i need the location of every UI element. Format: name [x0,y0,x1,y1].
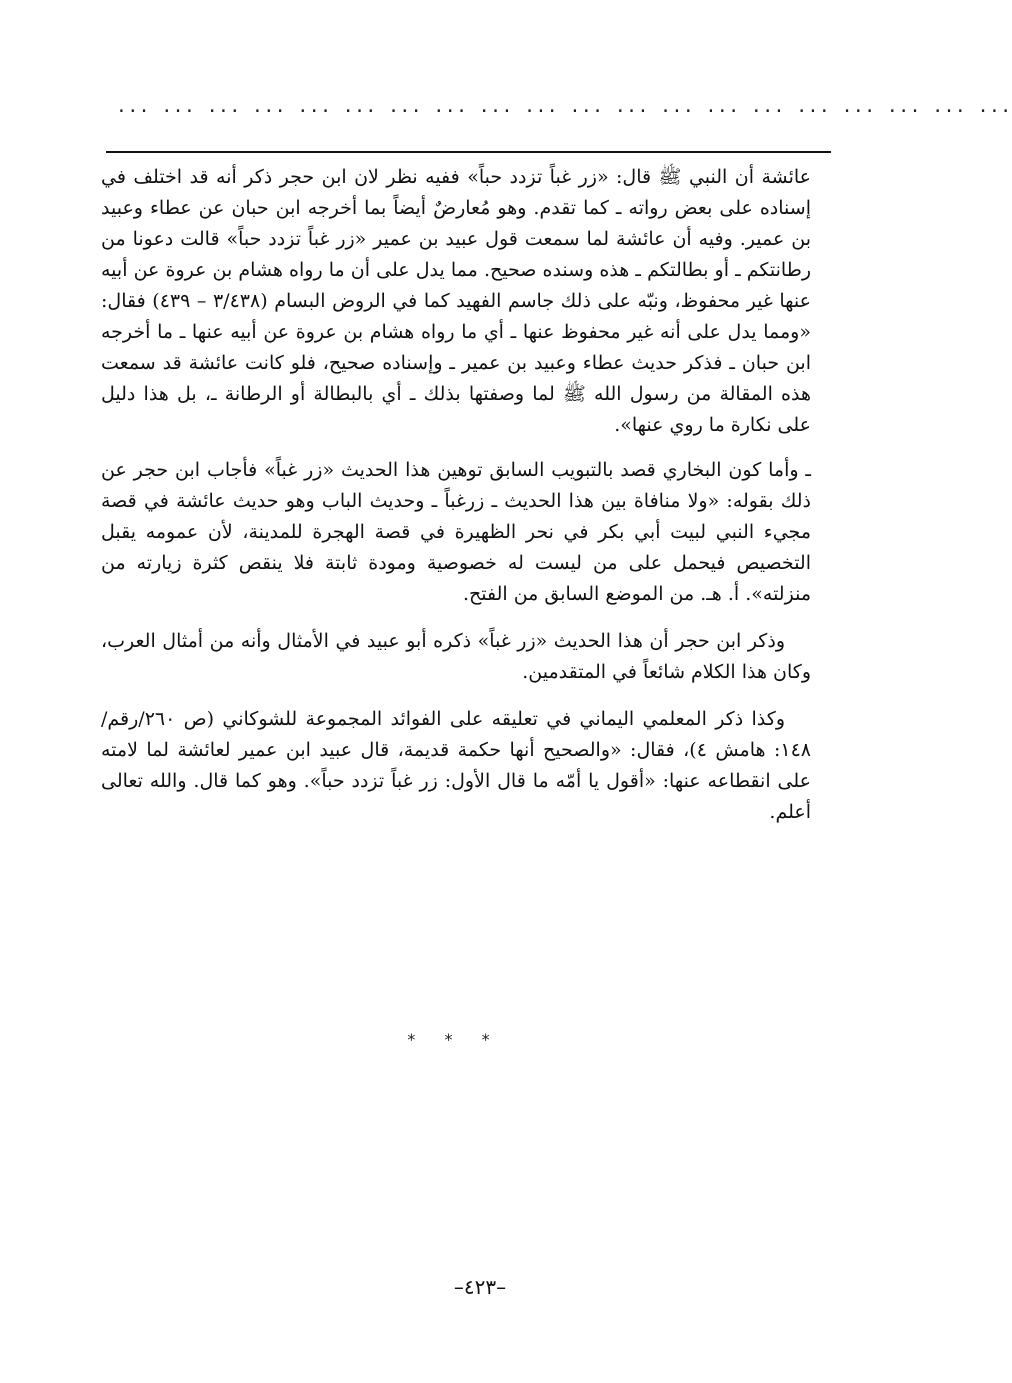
header-rule [106,151,831,153]
paragraph-2: ـ وأما كون البخاري قصد بالتبويب السابق توهين هذا الحديث «زر غباً» فأجاب ابن حجر عن ذلك بقوله: «ولا منافاة بين هذا الحديث ـ زرغباً ـ وحديث الباب وهو حديث عائشة في قصة مجيء النبي لبيت أبي بكر في نحر الظهيرة في قصة الهجرة للمدينة، لأن عمومه يقبل التخصيص فيحمل على من ليست له خصوصية ومودة ثابتة فلا ينقص كثرة زيارته من منزلته». أ. هـ. من الموضع السابق من الفتح. [101,459,811,605]
paragraph-4: وكذا ذكر المعلمي اليماني في تعليقه على الفوائد المجموعة للشوكاني (ص ٢٦٠/رقم/١٤٨: هامش ٤)، فقال: «والصحيح أنها حكمة قديمة، قال عبيد ابن عمير لعائشة لما لامته على انقطاعه عنها: «أقول يا أمّه ما قال الأول: زر غباً تزدد حباً». وهو كما قال. والله تعالى أعلم. [101,708,811,823]
page-number: –٤٢٣– [453,1275,507,1299]
header-dotted-line: ... ... ... ... ... ... ... ... ... ... ... ... ... ... ... ... ... ... ... ... [116,96,1012,117]
paragraph-3: وذكر ابن حجر أن هذا الحديث «زر غباً» ذكره أبو عبيد في الأمثال وأنه من أمثال العرب، وكان هذا الكلام شائعاً في المتقدمين. [101,630,811,683]
paragraph-1: عائشة أن النبي ﷺ قال: «زر غباً تزدد حباً» ففيه نظر لان ابن حجر ذكر أنه قد اختلف في إسناده على بعض رواته ـ كما تقدم. وهو مُعارضٌ أيضاً بما أخرجه ابن حبان عن عطاء وعبيد بن عمير. وفيه أن عائشة لما سمعت قول عبيد بن عمير «زر غباً تزدد حباً» قالت دعونا من رطانتكم ـ أو بطالتكم ـ هذه وسنده صحيح. مما يدل على أن ما رواه هشام بن عروة عن أبيه عنها غير محفوظ، ونبّه على ذلك جاسم الفهيد كما في الروض البسام (٣/٤٣٨ – ٤٣٩) فقال: «ومما يدل على أنه غير محفوظ عنها ـ أي ما رواه هشام بن عروة عن أبيه عنها ـ ما أخرجه ابن حبان ـ فذكر حديث عطاء وعبيد بن عمير ـ وإسناده صحيح، فلو كانت عائشة قد سمعت هذه المقالة من رسول الله ﷺ لما وصفتها بذلك ـ أي بالبطالة أو الرطانة ـ، بل هذا دليل على نكارة ما روي عنها». [101,166,812,436]
section-separator: * * * [407,1030,502,1049]
main-text [101,162,811,828]
